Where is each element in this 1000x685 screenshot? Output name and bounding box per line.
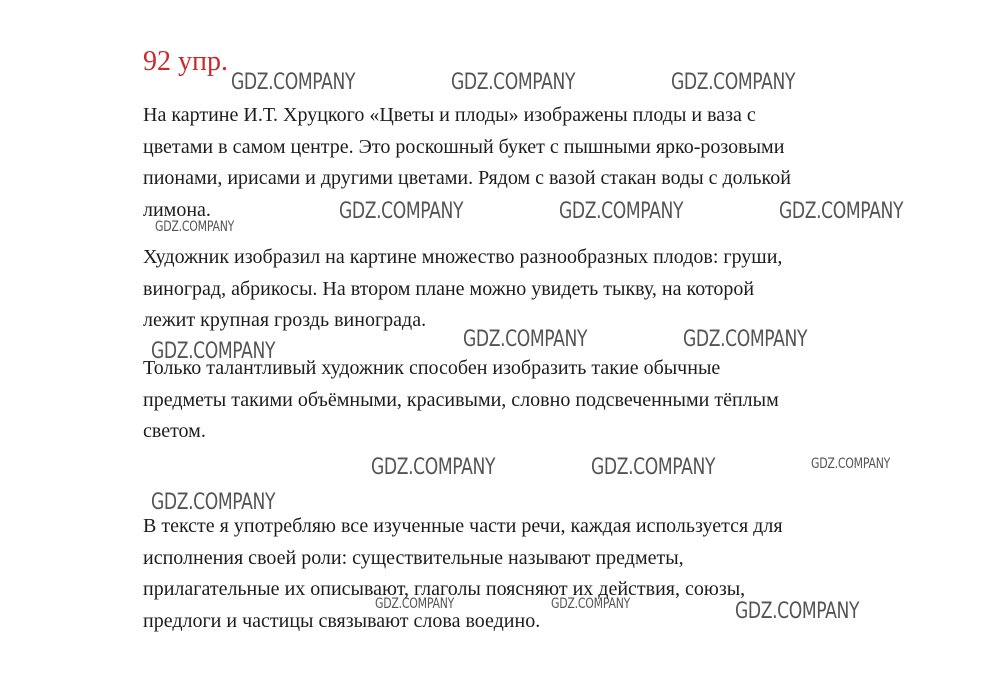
paragraph-3 bbox=[143, 353, 933, 448]
text-line: прилагательные их описывают, глаголы поясняют их действия, союзы, bbox=[143, 578, 746, 600]
paragraph-1 bbox=[143, 100, 933, 226]
watermark: GDZ.COMPANY bbox=[551, 596, 631, 612]
text-line: лежит крупная гроздь винограда. bbox=[143, 309, 427, 331]
paragraph-2 bbox=[143, 242, 933, 337]
watermark: GDZ.COMPANY bbox=[463, 327, 588, 352]
watermark: GDZ.COMPANY bbox=[683, 327, 808, 352]
watermark: GDZ.COMPANY bbox=[151, 490, 276, 515]
watermark: GDZ.COMPANY bbox=[231, 70, 356, 95]
watermark: GDZ.COMPANY bbox=[375, 596, 455, 612]
exercise-number: 92 упр. bbox=[143, 46, 228, 77]
text-line: В тексте я употребляю все изученные части речи, каждая используется для bbox=[143, 515, 783, 537]
text-line: предметы такими объёмными, красивыми, словно подсвеченными тёплым bbox=[143, 388, 779, 411]
text-line: виноград, абрикосы. На втором плане можно увидеть тыкву, на которой bbox=[143, 277, 755, 300]
watermark: GDZ.COMPANY bbox=[451, 70, 576, 95]
text-line: Только талантливый художник способен изобразить такие обычные bbox=[143, 357, 721, 379]
text-line: пионами, ирисами и другими цветами. Рядом с вазой стакан воды с долькой bbox=[143, 167, 791, 189]
text-line: Художник изобразил на картине множество разнообразных плодов: груши, bbox=[143, 246, 783, 268]
watermark: GDZ.COMPANY bbox=[151, 339, 276, 364]
text-line: цветами в самом центре. Это роскошный букет с пышными ярко-розовыми bbox=[143, 135, 785, 158]
watermark: GDZ.COMPANY bbox=[371, 455, 496, 480]
watermark: GDZ.COMPANY bbox=[735, 599, 860, 624]
text-line: лимона. bbox=[143, 198, 211, 221]
watermark: GDZ.COMPANY bbox=[155, 219, 235, 235]
text-line: На картине И.Т. Хруцкого «Цветы и плоды» изображены плоды и ваза с bbox=[143, 104, 756, 126]
text-line: исполнения своей роли: существительные называют предметы, bbox=[143, 546, 684, 569]
watermark: GDZ.COMPANY bbox=[559, 199, 684, 224]
watermark: GDZ.COMPANY bbox=[591, 455, 716, 480]
watermark: GDZ.COMPANY bbox=[811, 456, 891, 472]
text-line: предлоги и частицы связывают слова воедино. bbox=[143, 609, 541, 632]
watermark: GDZ.COMPANY bbox=[779, 199, 904, 224]
watermark: GDZ.COMPANY bbox=[339, 199, 464, 224]
paragraph-4 bbox=[143, 511, 933, 637]
watermark: GDZ.COMPANY bbox=[671, 70, 796, 95]
text-line: светом. bbox=[143, 420, 206, 442]
